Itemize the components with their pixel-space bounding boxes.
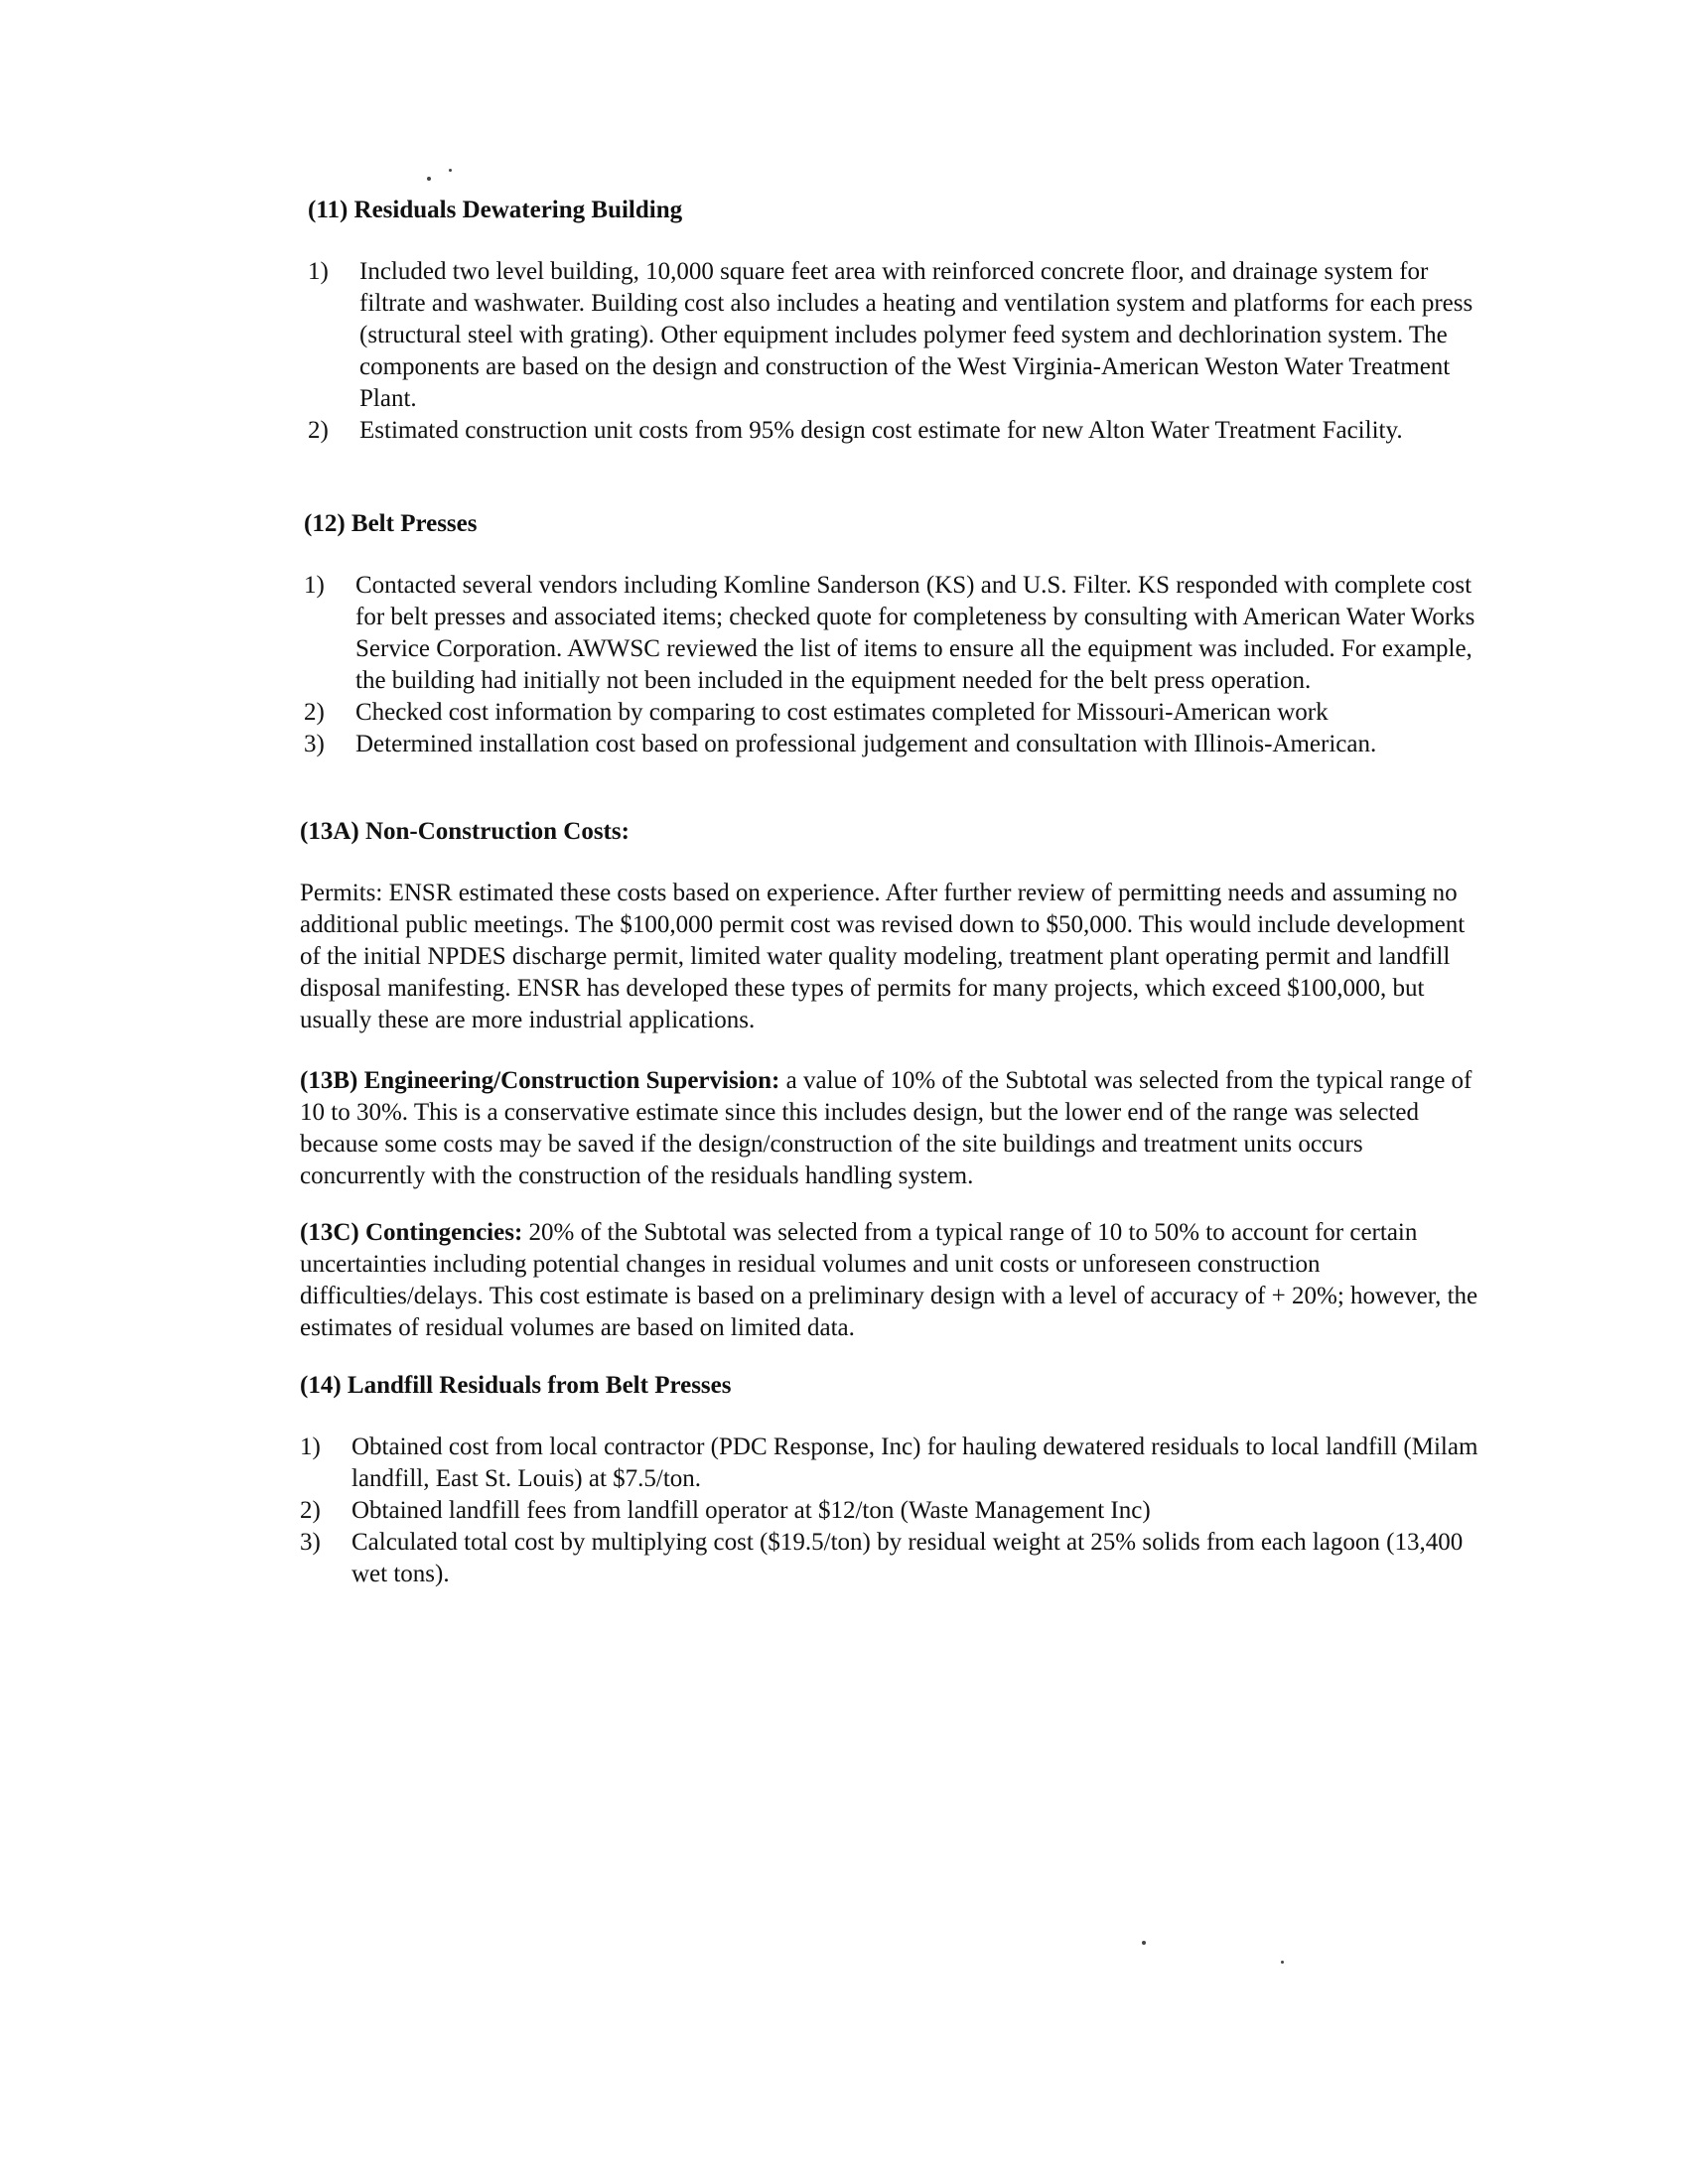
section-13a-title: (13A) Non-Construction Costs:: [300, 818, 630, 845]
list-item-number: 3): [300, 1529, 321, 1556]
scan-speck: [1281, 1961, 1284, 1964]
section-14-list: [300, 1432, 1487, 1590]
list-item-number: 2): [300, 1497, 321, 1524]
list-item-number: 2): [308, 417, 329, 444]
list-item-text: Estimated construction unit costs from 95% design cost estimate for new Alton Water Treatment Facility.: [359, 417, 1403, 444]
list-item-text: Included two level building, 10,000 square feet area with reinforced concrete floor, and drainage system for filtrate and washwater. Building cost also includes a heating and ventilation system and platforms for each press (structural steel with grating). Other equipment includes polymer feed system and dechlorination system. The components are based on the design and construction of the West Virginia-American Weston Water Treatment Plant.: [359, 258, 1474, 412]
section-13c-lead: (13C) Contingencies:: [300, 1219, 523, 1246]
list-item: [304, 570, 1475, 697]
list-item-text: Checked cost information by comparing to cost estimates completed for Missouri-American work: [355, 699, 1329, 726]
section-13b-lead: (13B) Engineering/Construction Supervision:: [300, 1067, 780, 1094]
scan-speck: [1142, 1941, 1146, 1945]
scan-speck: [449, 169, 452, 172]
list-item: [304, 729, 1475, 760]
list-item-text: Contacted several vendors including Komline Sanderson (KS) and U.S. Filter. KS responded with complete cost for belt presses and associated items; checked quote for completeness by consulting with American Water Works Service Corporation. AWWSC reviewed the list of items to ensure all the equipment was included. For example, the building had initially not been included in the equipment needed for the belt press operation.: [355, 572, 1475, 694]
section-13c-body: 20% of the Subtotal was selected from a typical range of 10 to 50% to account for certain uncertainties including potential changes in residual volumes and unit costs or unforeseen construction difficulties/delays. This cost estimate is based on a preliminary design with a level of accuracy of + 20%; however, the estimates of residual volumes are based on limited data.: [300, 1219, 1478, 1341]
scan-speck: [427, 177, 431, 181]
list-item-number: 1): [308, 258, 329, 285]
list-item-text: Obtained landfill fees from landfill operator at $12/ton (Waste Management Inc): [351, 1497, 1151, 1524]
section-14-title: (14) Landfill Residuals from Belt Presses: [300, 1372, 732, 1399]
section-13b-paragraph: [300, 1065, 1487, 1192]
list-item: [300, 1527, 1487, 1590]
list-item-text: Obtained cost from local contractor (PDC Response, Inc) for hauling dewatered residuals to local landfill (Milam landfill, East St. Louis) at $7.5/ton.: [351, 1433, 1478, 1492]
list-item-text: Determined installation cost based on professional judgement and consultation with Illinois-American.: [355, 731, 1377, 757]
list-item-number: 1): [300, 1433, 321, 1460]
section-12-list: [304, 570, 1475, 760]
list-item: [304, 697, 1475, 729]
section-13c-paragraph: [300, 1217, 1487, 1344]
list-item-text: Calculated total cost by multiplying cost ($19.5/ton) by residual weight at 25% solids from each lagoon (13,400 wet tons).: [351, 1529, 1464, 1587]
section-12-title: (12) Belt Presses: [304, 510, 478, 537]
list-item-number: 3): [304, 731, 325, 757]
list-item-number: 2): [304, 699, 325, 726]
section-13a-body: Permits: ENSR estimated these costs based on experience. After further review of permitting needs and assuming no additional public meetings. The $100,000 permit cost was revised down to $50,000. This would include development of the initial NPDES discharge permit, limited water quality modeling, treatment plant operating permit and landfill disposal manifesting. ENSR has developed these types of permits for many projects, which exceed $100,000, but usually these are more industrial applications.: [300, 880, 1466, 1033]
list-item: [300, 1495, 1487, 1527]
list-item: [300, 1432, 1487, 1495]
section-11-list: [308, 256, 1489, 447]
section-13b-body: a value of 10% of the Subtotal was selected from the typical range of 10 to 30%. This is a conservative estimate since this includes design, but the lower end of the range was selected because some costs may be saved if the design/construction of the site buildings and treatment units occurs concurrently with the construction of the residuals handling system.: [300, 1067, 1473, 1189]
list-item-number: 1): [304, 572, 325, 599]
list-item: [308, 256, 1489, 415]
section-11-title: (11) Residuals Dewatering Building: [308, 197, 683, 223]
list-item: [308, 415, 1489, 447]
